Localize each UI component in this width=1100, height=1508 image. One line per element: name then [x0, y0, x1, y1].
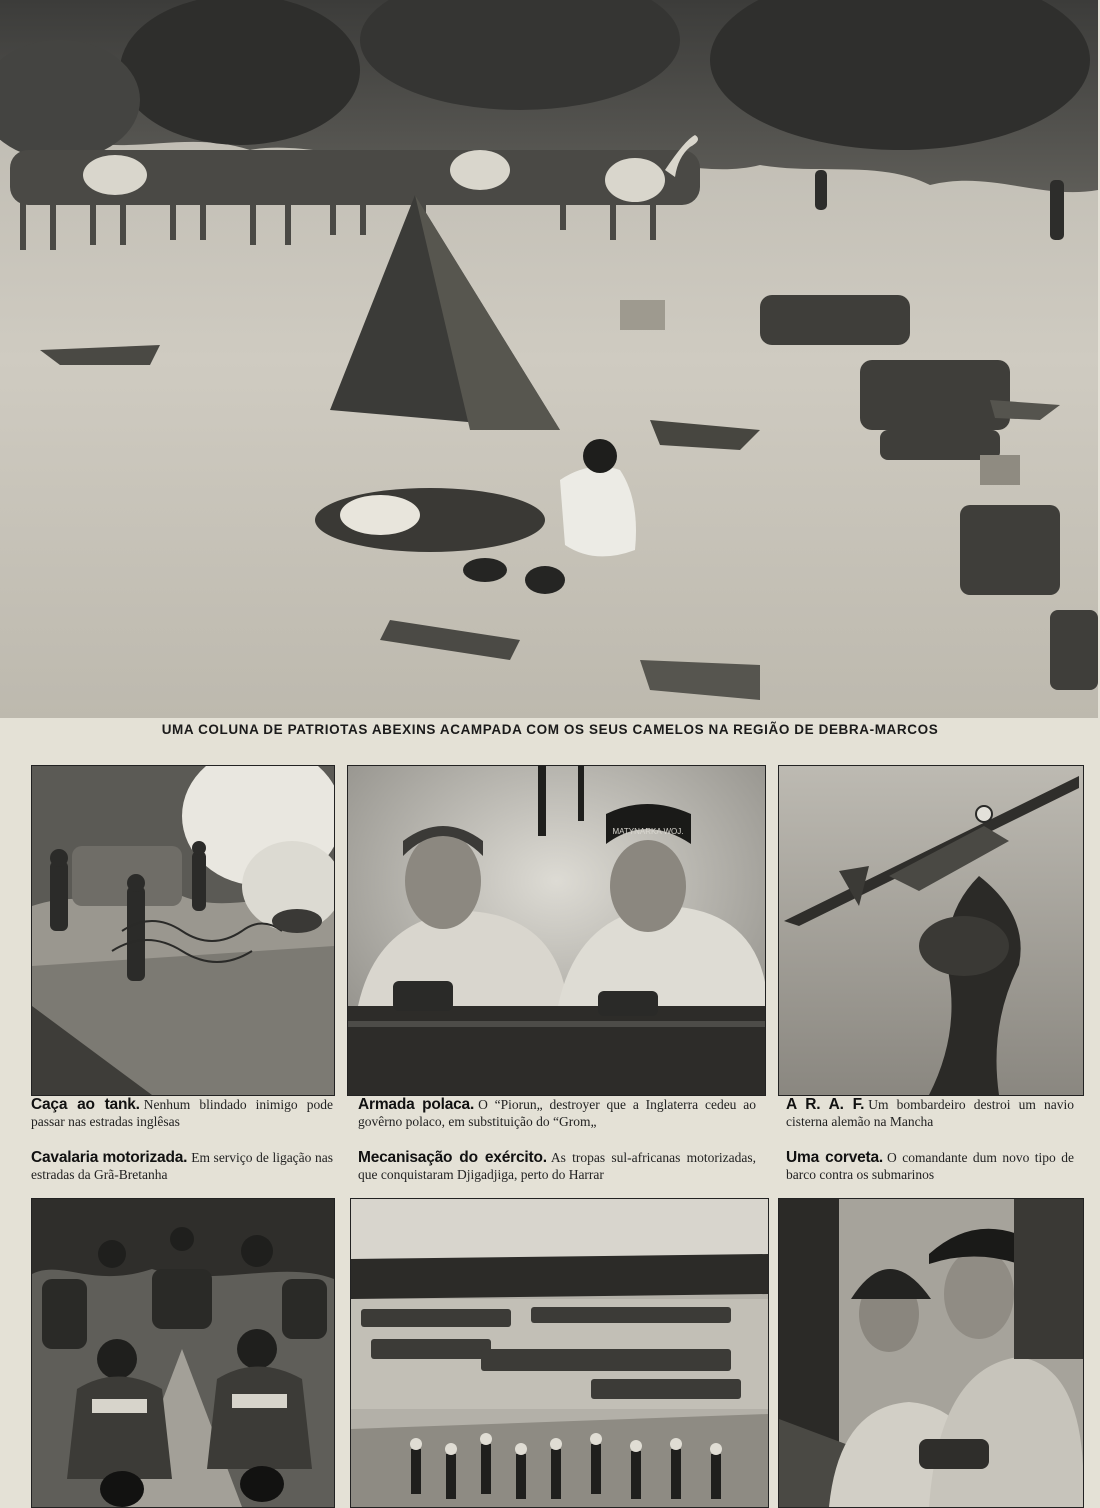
photo-tank-hunt [31, 765, 335, 1096]
hero-caption: UMA COLUNA DE PATRIOTAS ABEXINS ACAMPADA COM OS SEUS CAMELOS NA REGIÃO DE DEBRA-MARCOS [161, 722, 939, 737]
photo-army-trucks [350, 1198, 769, 1508]
caption-corvette-title: Uma corveta. [786, 1149, 884, 1166]
cap-band-label: MATYNARKA WOJ. [612, 827, 684, 836]
caption-raf-title: A R. A. F. [786, 1096, 865, 1113]
caption-tank-hunt-text: Nenhum blindado inimigo pode passar nas estradas inglêsas [31, 1097, 333, 1129]
caption-raf-text: Um bombardeiro destroi um navio cisterna alemão na Mancha [786, 1097, 1074, 1129]
caption-army-mechanisation-title: Mecanisação do exército. [358, 1149, 547, 1166]
photo-motor-cavalry [31, 1198, 335, 1508]
caption-polish-navy-text: O “Piorun„ destroyer que a Inglaterra cedeu ao govêrno polaco, em substituição do “Grom„ [358, 1097, 756, 1129]
caption-polish-navy-title: Armada polaca. [358, 1096, 475, 1113]
caption-motor-cavalry-title: Cavalaria motorizada. [31, 1149, 188, 1166]
caption-army-mechanisation-text: As tropas sul-africanas motorizadas, que conquistaram Djigadjiga, perto do Harrar [358, 1150, 756, 1182]
caption-tank-hunt [31, 1097, 333, 1130]
photo-polish-navy [347, 765, 766, 1096]
caption-corvette [786, 1150, 1074, 1183]
caption-tank-hunt-title: Caça ao tank. [31, 1096, 140, 1113]
caption-motor-cavalry [31, 1150, 333, 1183]
caption-corvette-text: O comandante dum novo tipo de barco contra os submarinos [786, 1150, 1074, 1182]
caption-raf [786, 1097, 1074, 1130]
photo-raf-bomber [778, 765, 1084, 1096]
caption-army-mechanisation [358, 1150, 756, 1183]
photo-corvette-commander [778, 1198, 1084, 1508]
hero-photo-camel-camp [0, 0, 1098, 718]
caption-motor-cavalry-text: Em serviço de ligação nas estradas da Grã-Bretanha [31, 1150, 333, 1182]
caption-polish-navy [358, 1097, 756, 1130]
